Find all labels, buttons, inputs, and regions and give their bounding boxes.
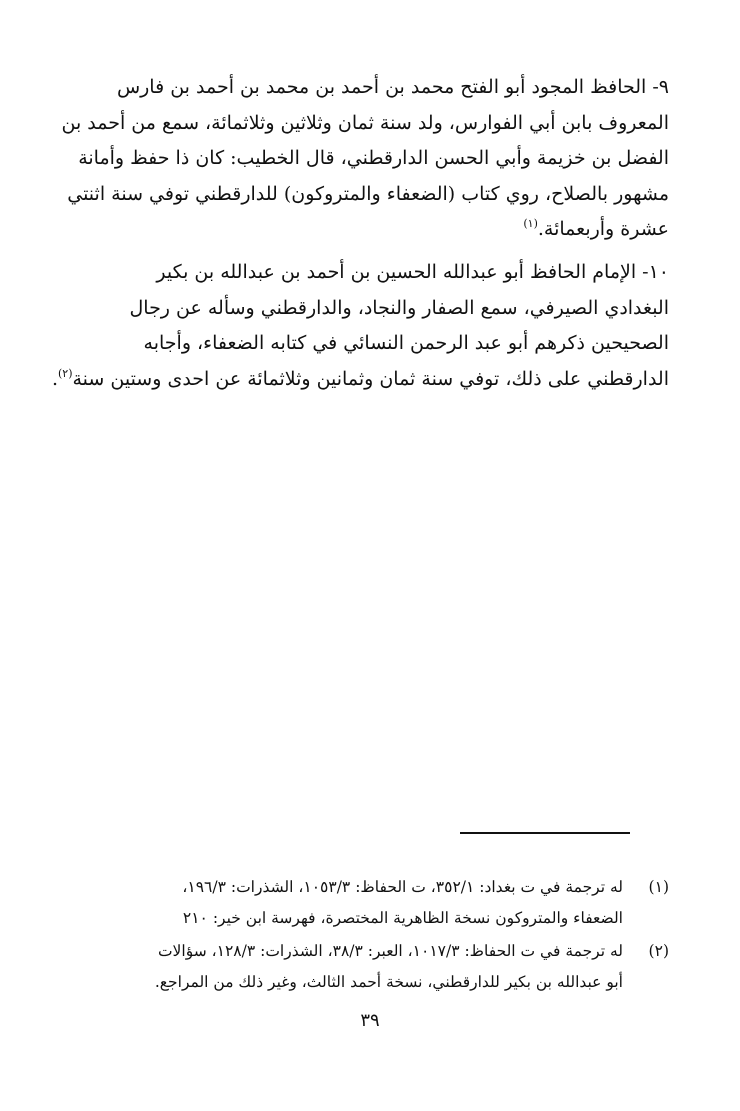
entry-10-line-3: الصحيحين ذكرهم أبو عبد الرحمن النسائي في كتابه الضعفاء، وأجابه xyxy=(143,332,669,354)
entry-9-line-5 xyxy=(72,212,669,248)
entry-10-line-2: البغدادي الصيرفي، سمع الصفار والنجاد، والدارقطني وسأله عن رجال xyxy=(129,296,669,319)
entry-9-line-1: ٩- الحافظ المجود أبو الفتح محمد بن أحمد بن محمد بن أحمد بن فارس xyxy=(116,76,669,98)
footnote-1-line-1: له ترجمة في ت بغداد: ٣٥٢/١، ت الحفاظ: ١٠٥٣/٣، الشذرات: ١٩٦/٣، xyxy=(182,878,623,896)
entry-10-line-1: ١٠- الإمام الحافظ أبو عبدالله الحسين بن أحمد بن عبدالله بن بكير xyxy=(156,261,669,283)
footnote-1 xyxy=(72,872,669,934)
entry-10-line-4-text: الدارقطني على ذلك، توفي سنة ثمان وثمانين وثلاثمائة عن احدى وستين سنة xyxy=(72,367,669,390)
footnote-2-line-1: له ترجمة في ت الحفاظ: ١٠١٧/٣، العبر: ٣٨/٣، الشذرات: ١٢٨/٣، سؤالات xyxy=(157,942,623,960)
page-number: ٣٩ xyxy=(360,1010,380,1031)
entry-9-line-4: مشهور بالصلاح، روي كتاب (الضعفاء والمتروكون) للدارقطني توفي سنة اثنتي xyxy=(67,182,669,205)
entry-10-tail: . xyxy=(51,367,58,390)
footnote-2-line-2: أبو عبدالله بن بكير للدارقطني، نسخة أحمد الثالث، وغير ذلك من المراجع. xyxy=(154,973,623,991)
footnote-ref-1[interactable]: (١) xyxy=(523,217,538,230)
footnote-2 xyxy=(72,936,669,998)
entry-10-line-4 xyxy=(51,362,669,398)
footnote-ref-2[interactable]: (٢) xyxy=(57,366,73,380)
footnote-2-number: (٢) xyxy=(648,942,669,960)
footnotes-section xyxy=(72,872,669,1000)
footnote-1-line-2: الضعفاء والمتروكون نسخة الظاهرية المختصرة، فهرسة ابن خير: ٢١٠ xyxy=(182,909,623,927)
footnote-1-number: (١) xyxy=(648,878,669,896)
entry-10-paragraph xyxy=(51,255,669,397)
entry-9-paragraph xyxy=(61,70,669,248)
entry-9-line-5-text: عشرة وأربعمائة. xyxy=(537,218,669,240)
footnote-divider xyxy=(460,832,630,834)
entry-9-line-3: الفضل بن خزيمة وأبي الحسن الدارقطني، قال الخطيب: كان ذا حفظ وأمانة xyxy=(78,147,669,169)
entry-9-line-2: المعروف بابن أبي الفوارس، ولد سنة ثمان وثلاثين وثلاثمائة، سمع من أحمد بن xyxy=(61,111,669,134)
